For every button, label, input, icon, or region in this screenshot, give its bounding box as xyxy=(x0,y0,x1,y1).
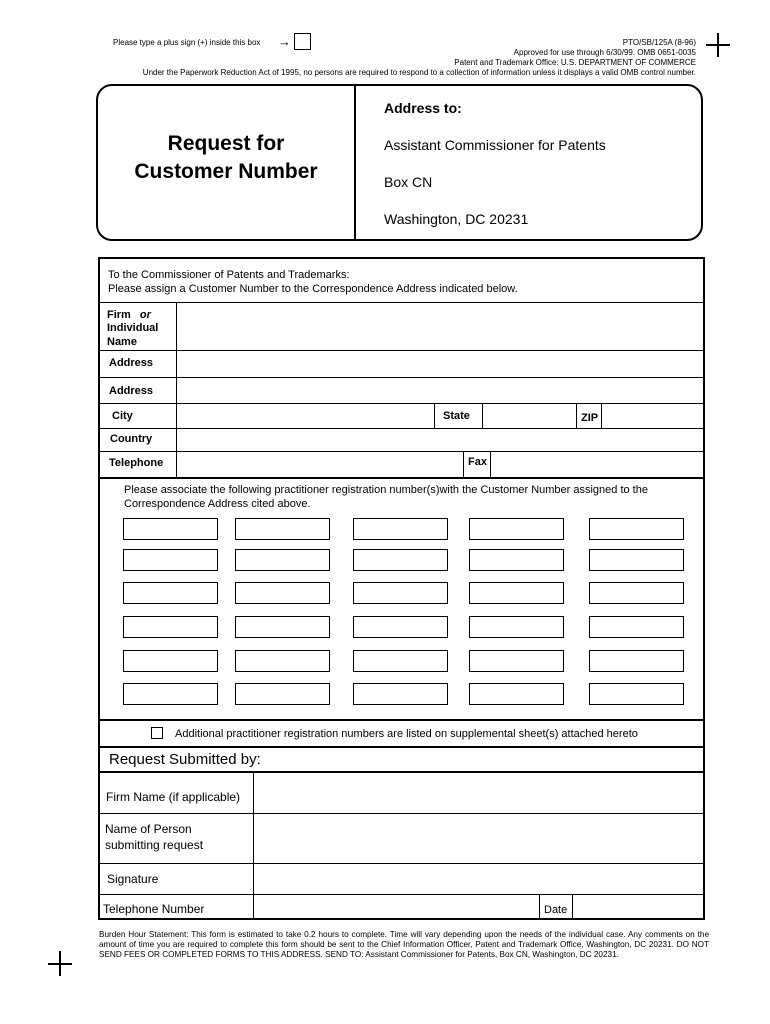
country-field[interactable] xyxy=(177,429,703,451)
paperwork-note: Under the Paperwork Reduction Act of 1995, no persons are required to respond to a collection of information unless it displays a valid OMB control number. xyxy=(142,68,696,77)
form-right-border xyxy=(703,257,705,920)
registration-number-box[interactable] xyxy=(589,518,684,540)
address2-label: Address xyxy=(109,385,154,397)
intro-line2: Please assign a Customer Number to the Correspondence Address indicated below. xyxy=(108,283,518,295)
registration-number-box[interactable] xyxy=(123,616,218,638)
firm-name-field[interactable] xyxy=(177,303,703,350)
date-label: Date xyxy=(544,904,568,916)
grid-line xyxy=(100,477,704,479)
approval-note: Approved for use through 6/30/99. OMB 0651-0035 xyxy=(513,48,696,57)
registration-instruction-line2: Correspondence Address cited above. xyxy=(124,498,311,510)
supplemental-sheet-label: Additional practitioner registration numbers are listed on supplemental sheet(s) attached hereto xyxy=(175,728,638,740)
arrow-right-icon: → xyxy=(278,34,291,49)
person-label-line1: Name of Person xyxy=(105,822,192,836)
intro-line1: To the Commissioner of Patents and Trademarks: xyxy=(108,269,350,281)
state-label: State xyxy=(443,410,470,422)
supplemental-sheet-checkbox[interactable] xyxy=(151,727,163,739)
fax-field[interactable] xyxy=(491,452,703,477)
registration-number-box[interactable] xyxy=(353,582,448,604)
signature-label: Signature xyxy=(107,872,159,886)
registration-number-box[interactable] xyxy=(123,518,218,540)
grid-line xyxy=(539,894,540,919)
grid-line xyxy=(576,403,577,428)
registration-instruction-line1: Please associate the following practitioner registration number(s)with the Customer Number assigned to the xyxy=(124,484,648,496)
city-field[interactable] xyxy=(177,404,434,428)
grid-line xyxy=(463,451,464,477)
firm-label-line3: Name xyxy=(107,336,137,348)
city-label: City xyxy=(112,410,133,422)
burden-statement: Burden Hour Statement: This form is estimated to take 0.2 hours to complete. Time will vary depending upon the needs of the individual case. Any comments on the amount of time you are required to complete this form should be sent to the Chief Information Officer, Patent and Trademark Office, Washington, DC 20231. DO NOT SEND FEES OR COMPLETED FORMS TO THIS ADDRESS. SEND TO: Assistant Commissioner for Patents, Box CN, Washington, DC 20231. xyxy=(99,930,709,959)
firm-label-word: Firm xyxy=(107,309,131,321)
office-note: Patent and Trademark Office: U.S. DEPARTMENT OF COMMERCE xyxy=(454,58,696,67)
registration-number-box[interactable] xyxy=(589,650,684,672)
person-label-line2: submitting request xyxy=(105,838,204,852)
registration-number-box[interactable] xyxy=(469,616,564,638)
submitter-telephone-field[interactable] xyxy=(254,895,539,919)
registration-number-box[interactable] xyxy=(469,518,564,540)
registration-number-box[interactable] xyxy=(353,549,448,571)
form-left-border xyxy=(98,257,100,920)
firm-name-label: Firm Name (if applicable) xyxy=(106,790,241,804)
registration-number-box[interactable] xyxy=(353,650,448,672)
registration-number-box[interactable] xyxy=(235,582,330,604)
registration-number-box[interactable] xyxy=(235,549,330,571)
firm-label-line1 xyxy=(107,309,151,321)
address-line3: Washington, DC 20231 xyxy=(384,211,529,227)
state-field[interactable] xyxy=(483,404,576,428)
zip-field[interactable] xyxy=(602,404,703,428)
title-divider xyxy=(354,84,356,241)
registration-number-box[interactable] xyxy=(469,683,564,705)
grid-line xyxy=(100,746,704,748)
registration-number-box[interactable] xyxy=(235,518,330,540)
submitter-telephone-label: Telephone Number xyxy=(103,902,205,916)
grid-line xyxy=(100,719,704,721)
date-field[interactable] xyxy=(573,895,703,919)
registration-number-box[interactable] xyxy=(235,683,330,705)
registration-number-box[interactable] xyxy=(353,616,448,638)
firm-or-word: or xyxy=(139,309,151,321)
registration-number-box[interactable] xyxy=(235,650,330,672)
grid-line xyxy=(253,773,254,919)
registration-number-box[interactable] xyxy=(469,549,564,571)
address1-label: Address xyxy=(109,357,154,369)
registration-number-box[interactable] xyxy=(353,518,448,540)
page-title-line1: Request for xyxy=(167,132,285,155)
firm-label-line2: Individual xyxy=(107,322,159,334)
address2-field[interactable] xyxy=(177,378,703,403)
fax-label: Fax xyxy=(468,456,487,468)
address-line2: Box CN xyxy=(384,174,433,190)
submitted-heading: Request Submitted by: xyxy=(109,751,261,768)
page-title-line2: Customer Number xyxy=(134,160,318,183)
registration-number-box[interactable] xyxy=(589,683,684,705)
registration-number-box[interactable] xyxy=(123,683,218,705)
registration-number-box[interactable] xyxy=(589,616,684,638)
country-label: Country xyxy=(110,433,153,445)
submitter-firm-field[interactable] xyxy=(254,773,703,813)
telephone-label: Telephone xyxy=(109,457,164,469)
signature-field[interactable] xyxy=(254,864,703,894)
address-line1: Assistant Commissioner for Patents xyxy=(384,137,606,153)
registration-number-box[interactable] xyxy=(123,650,218,672)
registration-number-box[interactable] xyxy=(235,616,330,638)
address-heading: Address to: xyxy=(384,100,462,116)
address1-field[interactable] xyxy=(177,351,703,377)
form-bottom-border xyxy=(98,918,705,920)
zip-label: ZIP xyxy=(581,412,599,424)
form-top-border xyxy=(98,257,704,259)
registration-number-box[interactable] xyxy=(589,582,684,604)
telephone-field[interactable] xyxy=(177,452,463,477)
registration-number-box[interactable] xyxy=(353,683,448,705)
plus-instruction: Please type a plus sign (+) inside this box xyxy=(113,38,261,47)
form-id: PTO/SB/125A (8-96) xyxy=(622,38,696,47)
submitter-name-field[interactable] xyxy=(254,814,703,863)
registration-number-box[interactable] xyxy=(469,650,564,672)
registration-number-box[interactable] xyxy=(589,549,684,571)
registration-number-box[interactable] xyxy=(123,582,218,604)
plus-sign-box[interactable] xyxy=(294,33,311,50)
registration-number-box[interactable] xyxy=(469,582,564,604)
grid-line xyxy=(434,403,435,428)
grid-line xyxy=(572,894,573,919)
registration-number-box[interactable] xyxy=(123,549,218,571)
